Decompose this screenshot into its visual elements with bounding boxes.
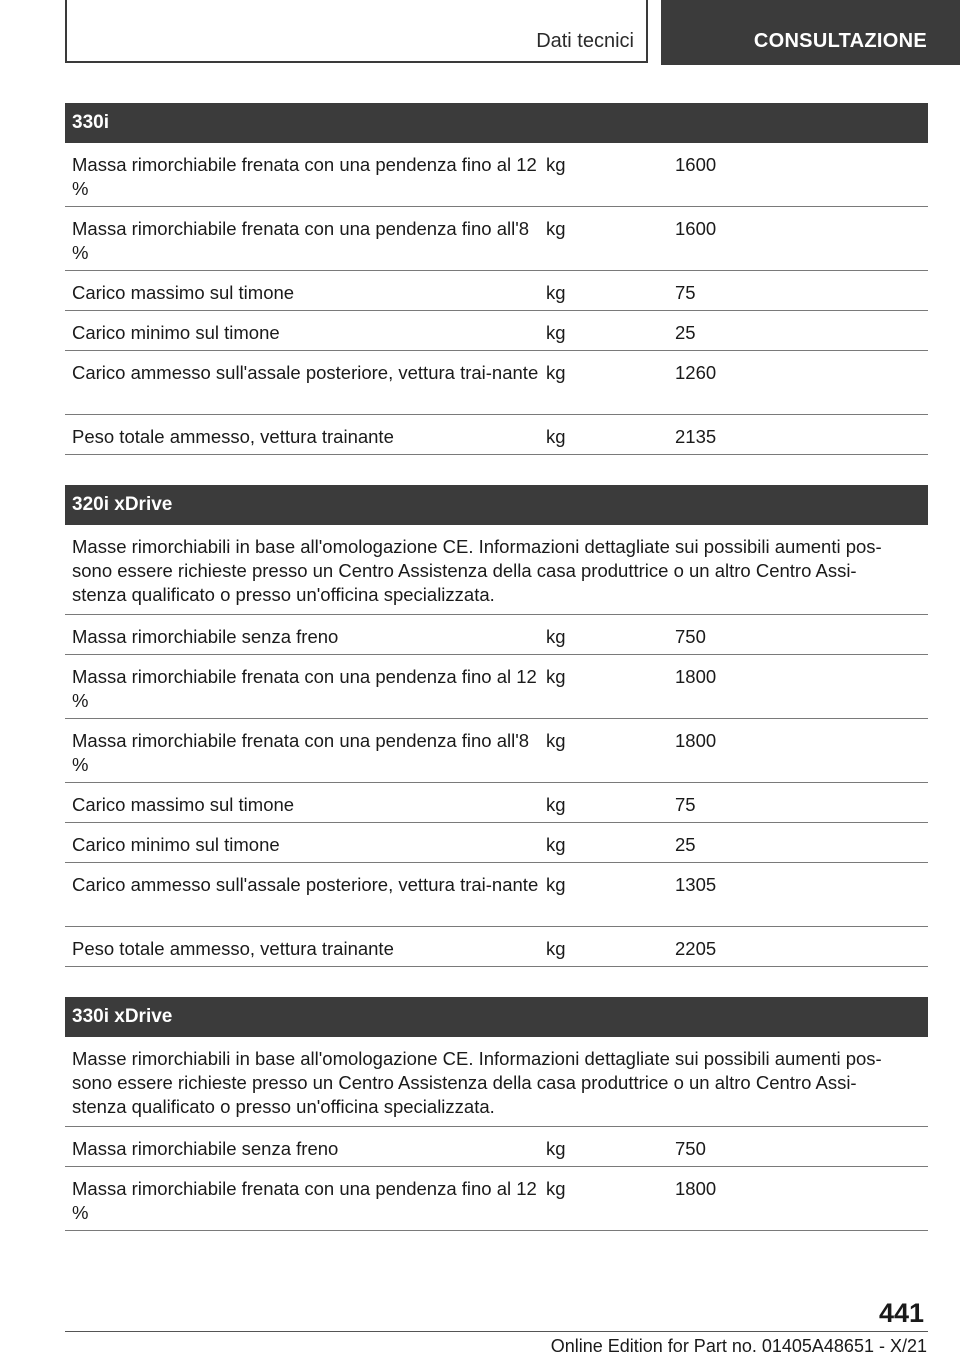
- table-row: [65, 863, 928, 927]
- row-unit: kg: [546, 834, 566, 855]
- row-value: 25: [675, 322, 696, 343]
- row-unit: kg: [546, 362, 566, 383]
- section-note: [65, 525, 928, 615]
- footer-divider: [65, 1331, 928, 1332]
- section-title: 320i xDrive: [65, 485, 928, 525]
- row-label: Carico massimo sul timone: [72, 282, 295, 303]
- note-text: Masse rimorchiabili in base all'omologazione CE. Informazioni dettagliate sui possibili aumenti pos-sono essere richieste presso un Centro Assistenza della casa produttrice o un altro Centro Assi-stenza qualificato o presso un'officina specializzata.: [72, 1048, 882, 1117]
- table-row: [65, 823, 928, 863]
- page-number: 441: [878, 1298, 924, 1328]
- row-label: Peso totale ammesso, vettura trainante: [72, 426, 394, 447]
- row-value: 75: [675, 794, 696, 815]
- row-unit: kg: [546, 1138, 566, 1159]
- row-unit: kg: [546, 426, 566, 447]
- table-row: [65, 143, 928, 207]
- row-label: Massa rimorchiabile frenata con una pendenza fino al 12 %: [72, 154, 537, 199]
- note-text: Masse rimorchiabili in base all'omologazione CE. Informazioni dettagliate sui possibili aumenti pos-sono essere richieste presso un Centro Assistenza della casa produttrice o un altro Centro Assi-stenza qualificato o presso un'officina specializzata.: [72, 536, 882, 605]
- spec-table-330i: [65, 103, 928, 455]
- table-row: [65, 1167, 928, 1231]
- table-row: [65, 207, 928, 271]
- table-row: [65, 415, 928, 455]
- row-label: Carico ammesso sull'assale posteriore, vettura trai-nante: [72, 362, 539, 383]
- table-row: [65, 271, 928, 311]
- table-row: [65, 783, 928, 823]
- row-label: Massa rimorchiabile senza freno: [72, 1138, 339, 1159]
- row-value: 25: [675, 834, 696, 855]
- header-tab-dati-tecnici[interactable]: [65, 0, 648, 63]
- row-label: Peso totale ammesso, vettura trainante: [72, 938, 394, 959]
- row-value: 1600: [675, 154, 717, 175]
- spec-table-320i-xdrive: [65, 485, 928, 967]
- table-row: [65, 927, 928, 967]
- row-value: 2205: [675, 938, 717, 959]
- row-label: Carico minimo sul timone: [72, 322, 280, 343]
- row-unit: kg: [546, 730, 566, 751]
- row-value: 1600: [675, 218, 717, 239]
- row-unit: kg: [546, 154, 566, 175]
- footer-edition: Online Edition for Part no. 01405A48651 - X/21: [550, 1336, 927, 1356]
- table-row: [65, 351, 928, 415]
- row-label: Carico ammesso sull'assale posteriore, vettura trai-nante: [72, 874, 539, 895]
- row-label: Massa rimorchiabile frenata con una pendenza fino all'8 %: [72, 730, 530, 775]
- row-unit: kg: [546, 626, 566, 647]
- row-value: 1305: [675, 874, 717, 895]
- row-label: Carico massimo sul timone: [72, 794, 295, 815]
- header-tab-consultazione[interactable]: [661, 0, 960, 65]
- row-value: 1800: [675, 666, 717, 687]
- row-unit: kg: [546, 218, 566, 239]
- row-label: Massa rimorchiabile senza freno: [72, 626, 339, 647]
- row-value: 1260: [675, 362, 717, 383]
- row-unit: kg: [546, 794, 566, 815]
- row-unit: kg: [546, 282, 566, 303]
- table-row: [65, 1127, 928, 1167]
- row-label: Carico minimo sul timone: [72, 834, 280, 855]
- row-value: 75: [675, 282, 696, 303]
- table-row: [65, 655, 928, 719]
- row-value: 750: [675, 1138, 706, 1159]
- row-unit: kg: [546, 938, 566, 959]
- row-label: Massa rimorchiabile frenata con una pendenza fino all'8 %: [72, 218, 530, 263]
- header-tab-active-label: CONSULTAZIONE: [753, 30, 927, 52]
- row-label: Massa rimorchiabile frenata con una pendenza fino al 12 %: [72, 666, 537, 711]
- row-value: 1800: [675, 1178, 717, 1199]
- row-unit: kg: [546, 1178, 566, 1199]
- row-unit: kg: [546, 322, 566, 343]
- row-unit: kg: [546, 666, 566, 687]
- section-title: 330i xDrive: [65, 997, 928, 1037]
- row-value: 1800: [675, 730, 717, 751]
- table-row: [65, 311, 928, 351]
- row-value: 750: [675, 626, 706, 647]
- section-note: [65, 1037, 928, 1127]
- row-value: 2135: [675, 426, 717, 447]
- spec-table-330i-xdrive: [65, 997, 928, 1231]
- row-unit: kg: [546, 874, 566, 895]
- table-row: [65, 615, 928, 655]
- header-tab-label: Dati tecnici: [536, 30, 634, 52]
- section-title: 330i: [65, 103, 928, 143]
- table-row: [65, 719, 928, 783]
- row-label: Massa rimorchiabile frenata con una pendenza fino al 12 %: [72, 1178, 537, 1223]
